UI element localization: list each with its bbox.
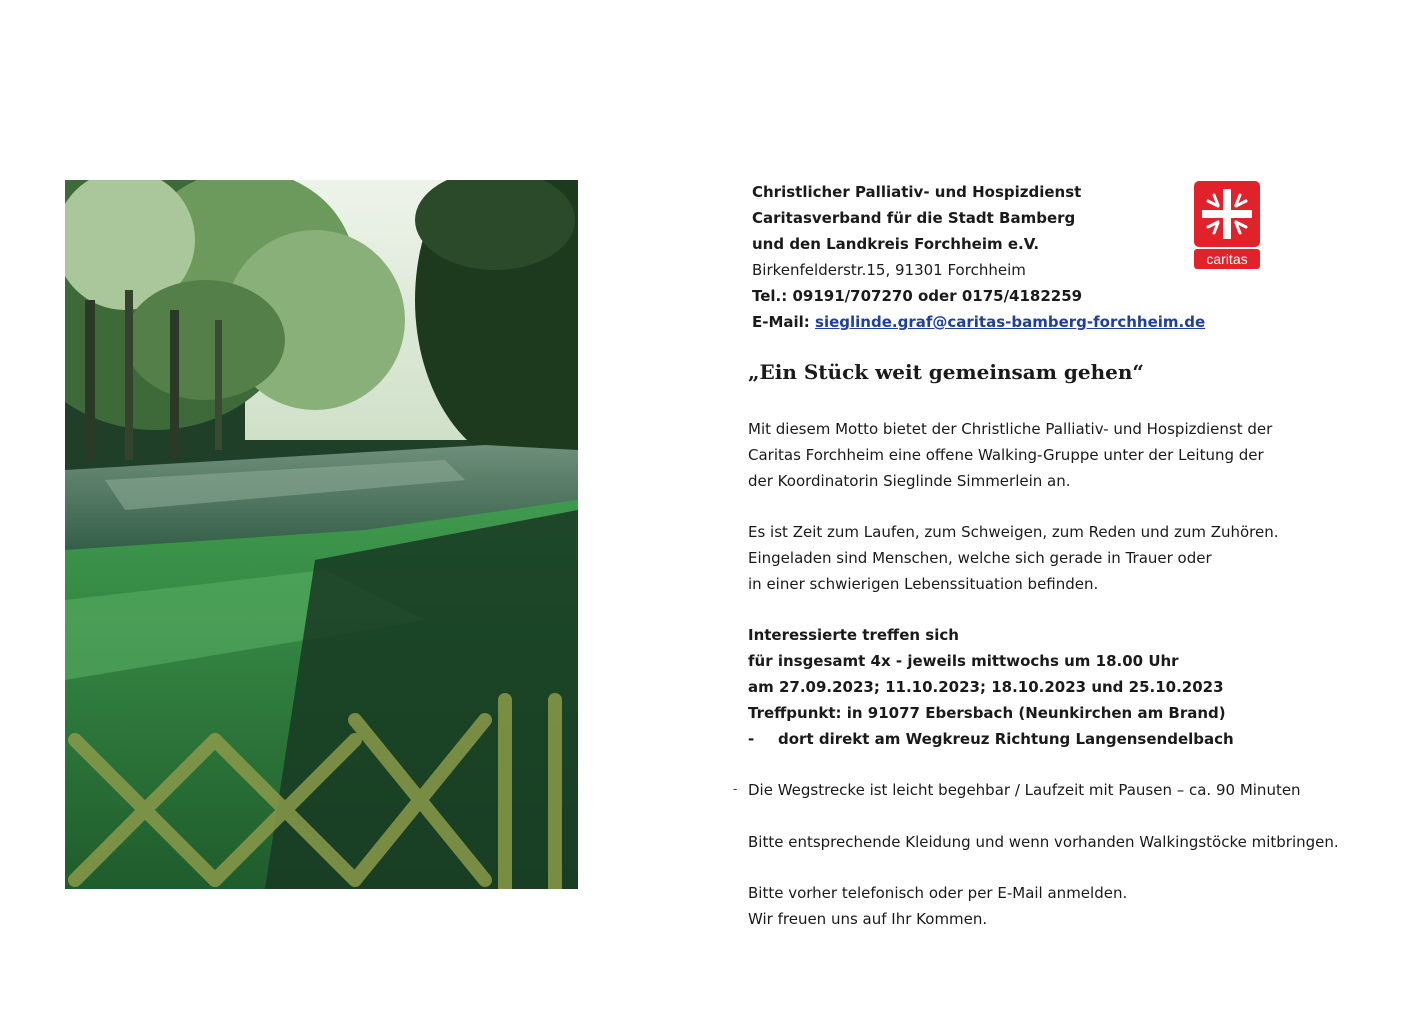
invitation-line: Eingeladen sind Menschen, welche sich gerade in Trauer oder [748,549,1212,567]
details-meeting-point: Treffpunkt: in 91077 Ebersbach (Neunkirchen am Brand) [748,704,1226,722]
details-location-hint [748,726,1234,752]
meeting-details [748,622,1234,752]
closing-line2: Wir freuen uns auf Ihr Kommen. [748,910,988,928]
email-line [752,309,1205,335]
route-info [748,777,1301,803]
closing-line1: Bitte vorher telefonisch oder per E-Mail anmelden. [748,884,1128,902]
invitation-line: in einer schwierigen Lebenssituation befinden. [748,575,1099,593]
invitation-paragraph [748,519,1279,597]
route-text: Die Wegstrecke ist leicht begehbar / Laufzeit mit Pausen – ca. 90 Minuten [748,781,1301,799]
intro-line: Caritas Forchheim eine offene Walking-Gruppe unter der Leitung der [748,446,1264,464]
caritas-logo-text: caritas [1206,251,1248,267]
org-name-line2: Caritasverband für die Stadt Bamberg [752,209,1076,227]
dash-bullet: - [748,730,755,748]
clothing-info [748,829,1339,855]
email-link[interactable]: sieglinde.graf@caritas-bamberg-forchheim.de [815,313,1206,331]
address: Birkenfelderstr.15, 91301 Forchheim [752,261,1026,279]
clothing-text: Bitte entsprechende Kleidung und wenn vorhanden Walkingstöcke mitbringen. [748,833,1339,851]
details-intro: Interessierte treffen sich [748,626,959,644]
caritas-cross-icon [1194,181,1260,269]
details-dates: am 27.09.2023; 11.10.2023; 18.10.2023 und 25.10.2023 [748,678,1224,696]
phone: Tel.: 09191/707270 oder 0175/4182259 [752,287,1083,305]
invitation-line: Es ist Zeit zum Laufen, zum Schweigen, zum Reden und zum Zuhören. [748,523,1279,541]
intro-paragraph [748,416,1272,494]
motto-heading: „Ein Stück weit gemeinsam gehen“ [748,360,1144,384]
pond-forest-photo [65,180,578,889]
contact-header [752,179,1205,335]
closing [748,880,1127,932]
intro-line: der Koordinatorin Sieglinde Simmerlein an. [748,472,1071,490]
email-label: E-Mail: [752,313,816,331]
caritas-logo [1194,181,1260,269]
details-location-text: dort direkt am Wegkreuz Richtung Langensendelbach [778,730,1234,748]
intro-line: Mit diesem Motto bietet der Christliche Palliativ- und Hospizdienst der [748,420,1273,438]
org-name-line1: Christlicher Palliativ- und Hospizdienst [752,183,1082,201]
bullet-mark: - [733,782,738,796]
details-frequency: für insgesamt 4x - jeweils mittwochs um 18.00 Uhr [748,652,1179,670]
org-name-line3: und den Landkreis Forchheim e.V. [752,235,1040,253]
